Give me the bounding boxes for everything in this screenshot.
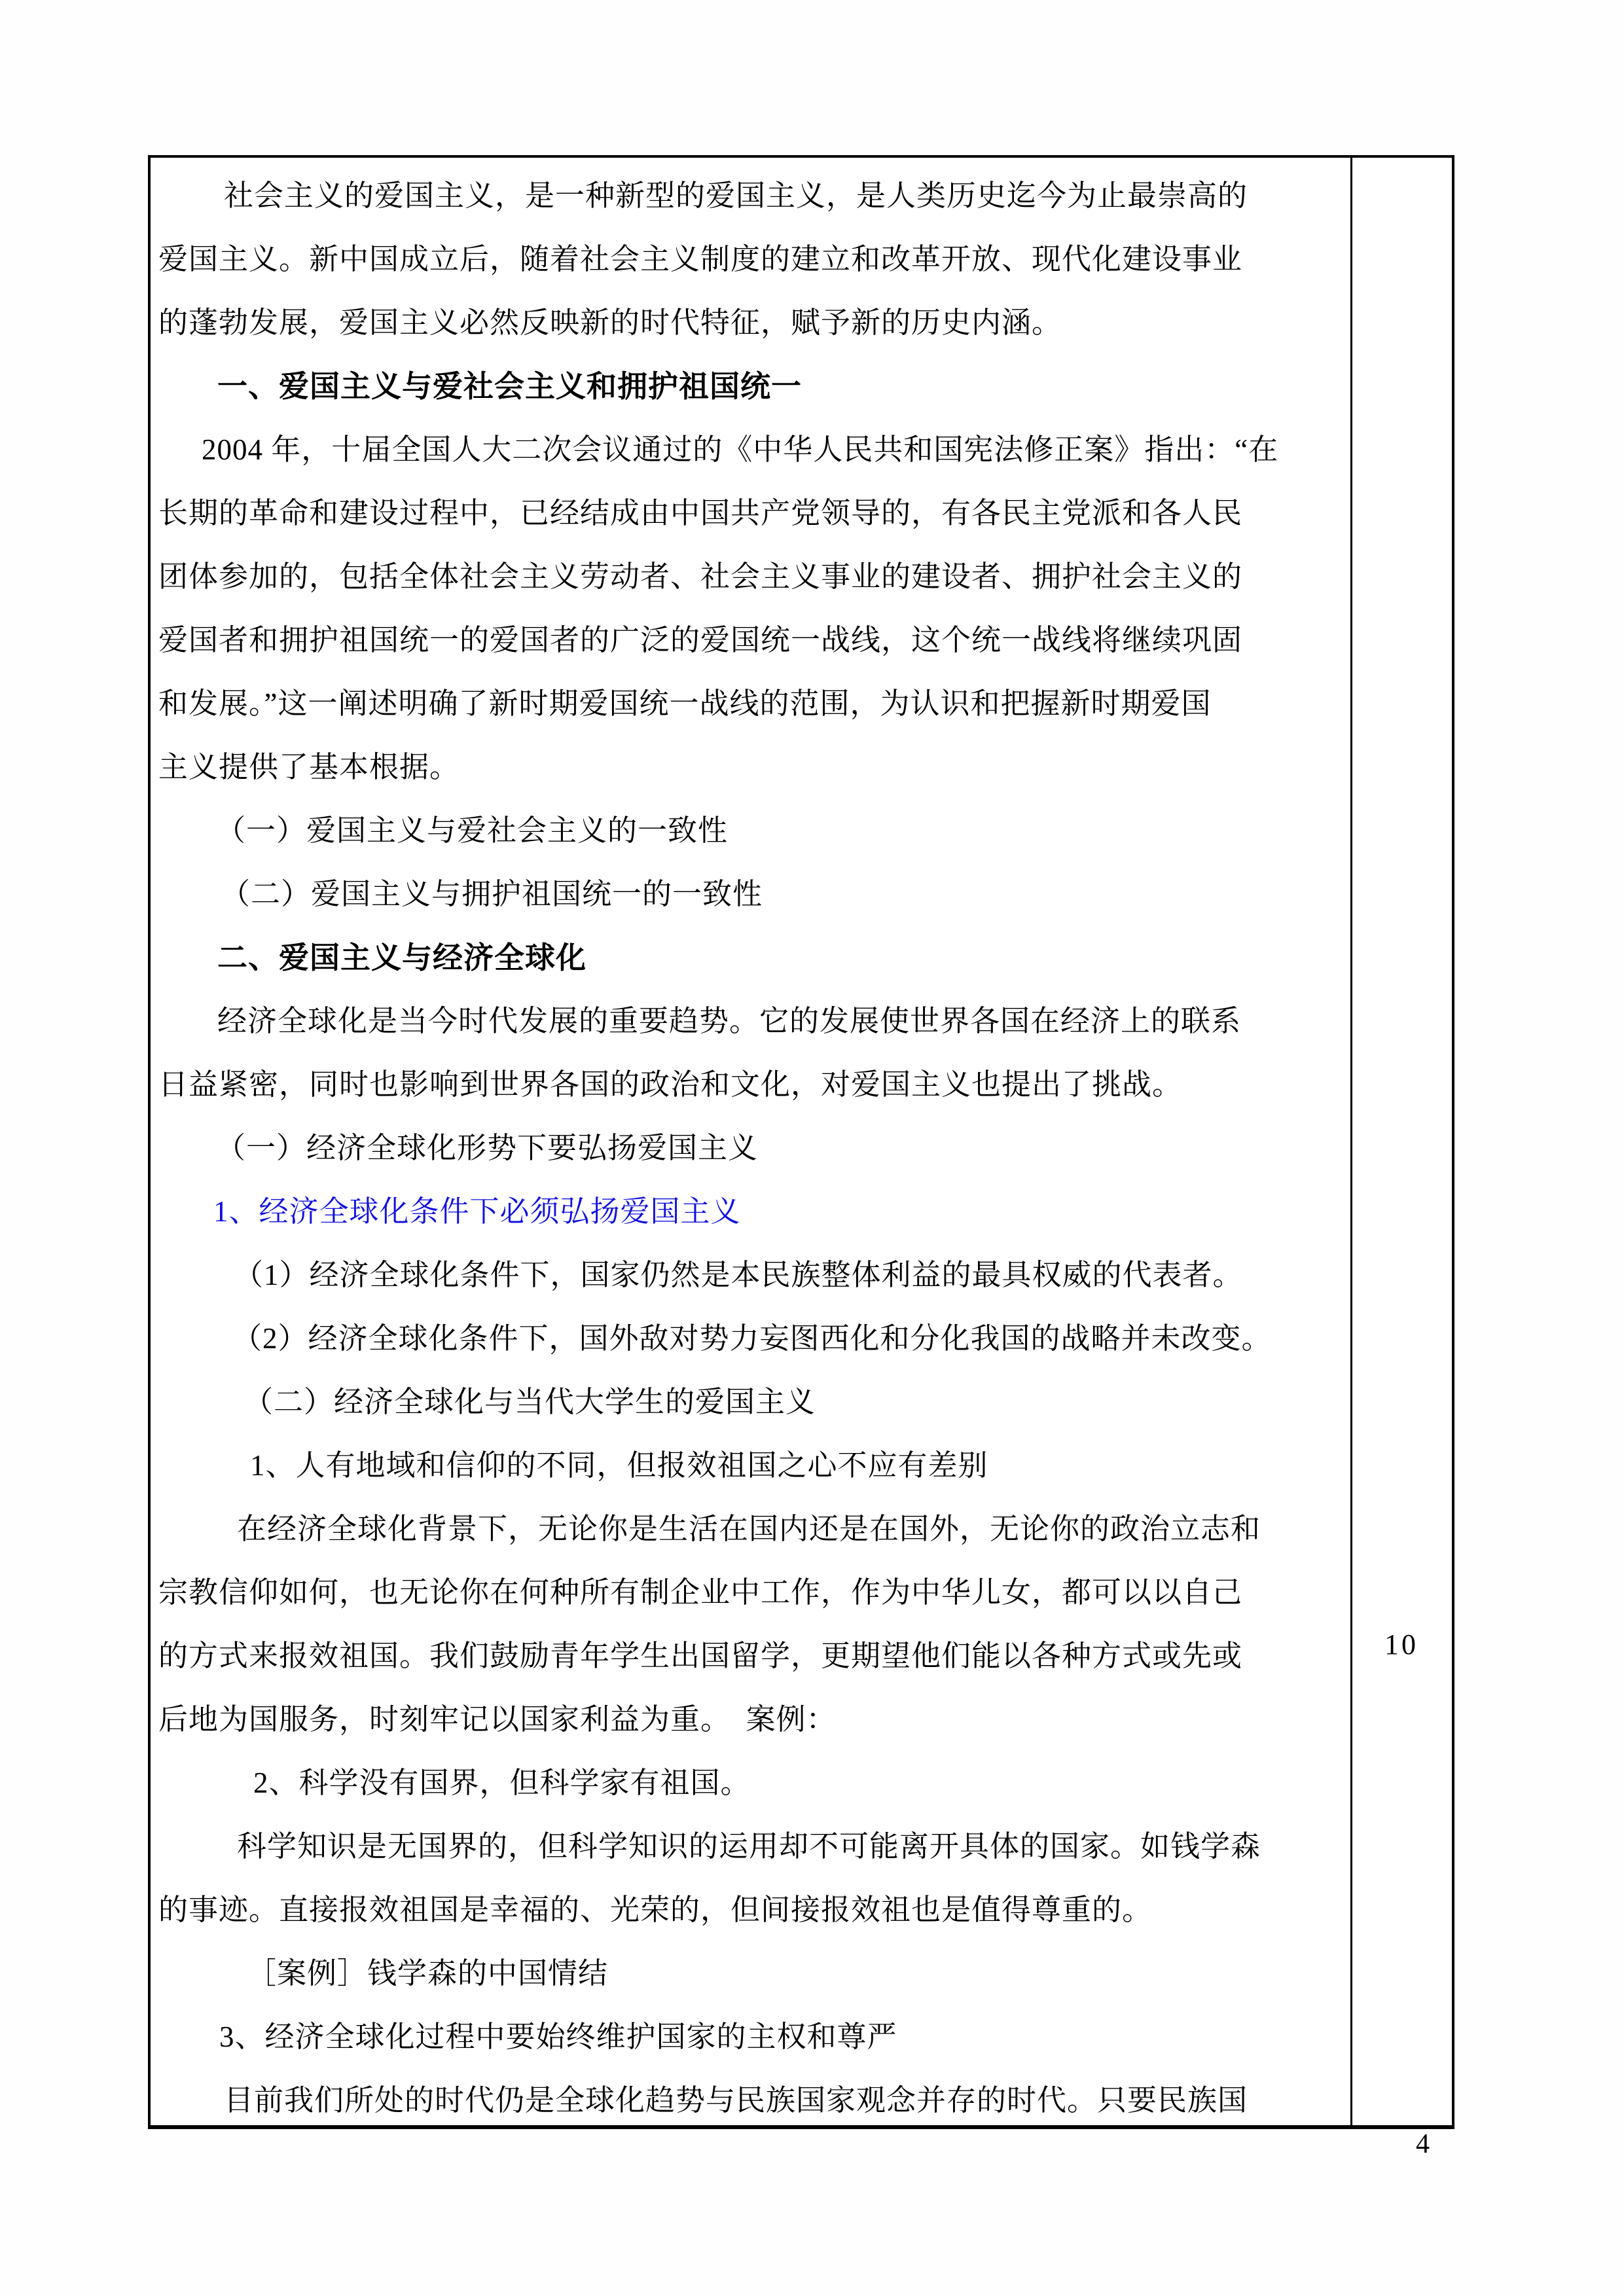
text-line: （二）经济全球化与当代大学生的爱国主义 — [244, 1386, 816, 1418]
text-line: 宗教信仰如何，也无论你在何种所有制企业中工作，作为中华儿女，都可以以自己 — [158, 1576, 1243, 1609]
text-line: 社会主义的爱国主义，是一种新型的爱国主义，是人类历史迄今为止最崇高的 — [224, 179, 1248, 212]
text-line: （1）经济全球化条件下，国家仍然是本民族整体利益的最具权威的代表者。 — [234, 1259, 1243, 1291]
text-line: 后地为国服务，时刻牢记以国家利益为重。 案例： — [158, 1703, 837, 1736]
text-line: 2004 年，十届全国人大二次会议通过的《中华人民共和国宪法修正案》指出：“在 — [202, 433, 1279, 466]
text-line: 在经济全球化背景下，无论你是生活在国内还是在国外，无论你的政治立志和 — [237, 1513, 1261, 1545]
time-allocation-cell — [1354, 158, 1452, 2125]
text-line: 2、科学没有国界，但科学家有祖国。 — [253, 1767, 751, 1799]
text-line: 的事迹。直接报效祖国是幸福的、光荣的，但间接报效祖也是值得尊重的。 — [158, 1893, 1153, 1926]
text-line: 主义提供了基本根据。 — [158, 751, 460, 783]
text-line: 二、爱国主义与经济全球化 — [217, 941, 586, 975]
content-cell — [151, 158, 1352, 2125]
text-line: 团体参加的，包括全体社会主义劳动者、社会主义事业的建设者、拥护社会主义的 — [158, 560, 1243, 593]
text-line: 的方式来报效祖国。我们鼓励青年学生出国留学，更期望他们能以各种方式或先或 — [158, 1640, 1243, 1672]
text-line: 长期的革命和建设过程中，已经结成由中国共产党领导的，有各民主党派和各人民 — [158, 497, 1243, 529]
text-line: （一）爱国主义与爱社会主义的一致性 — [216, 814, 729, 847]
lesson-content-table — [148, 155, 1454, 2129]
text-line: 和发展。”这一阐述明确了新时期爱国统一战线的范围，为认识和把握新时期爱国 — [158, 687, 1212, 720]
text-line: 科学知识是无国界的，但科学知识的运用却不可能离开具体的国家。如钱学森 — [237, 1830, 1261, 1863]
text-line: 的蓬勃发展，爱国主义必然反映新的时代特征，赋予新的历史内涵。 — [158, 306, 1062, 339]
text-line: 1、人有地域和信仰的不同，但报效祖国之心不应有差别 — [250, 1449, 988, 1482]
text-line: 爱国主义。新中国成立后，随着社会主义制度的建立和改革开放、现代化建设事业 — [158, 243, 1243, 276]
text-line: 1、经济全球化条件下必须弘扬爱国主义 — [213, 1195, 741, 1228]
text-line: 经济全球化是当今时代发展的重要趋势。它的发展使世界各国在经济上的联系 — [217, 1005, 1242, 1037]
text-line: 一、爱国主义与爱社会主义和拥护祖国统一 — [217, 369, 802, 403]
text-line: 爱国者和拥护祖国统一的爱国者的广泛的爱国统一战线，这个统一战线将继续巩固 — [158, 624, 1243, 656]
text-line: （二）爱国主义与拥护祖国统一的一致性 — [221, 878, 763, 910]
text-line: 3、经济全球化过程中要始终维护国家的主权和尊严 — [219, 2020, 897, 2053]
time-allocation-value: 10 — [1384, 1628, 1418, 1660]
page-number: 4 — [1416, 2129, 1430, 2159]
text-line: （一）经济全球化形势下要弘扬爱国主义 — [216, 1132, 759, 1164]
text-line: 目前我们所处的时代仍是全球化趋势与民族国家观念并存的时代。只要民族国 — [224, 2084, 1248, 2117]
text-line: ［案例］钱学森的中国情结 — [247, 1957, 609, 1990]
text-line: （2）经济全球化条件下，国外敌对势力妄图西化和分化我国的战略并未改变。 — [232, 1322, 1272, 1355]
text-line: 日益紧密，同时也影响到世界各国的政治和文化，对爱国主义也提出了挑战。 — [158, 1068, 1183, 1101]
